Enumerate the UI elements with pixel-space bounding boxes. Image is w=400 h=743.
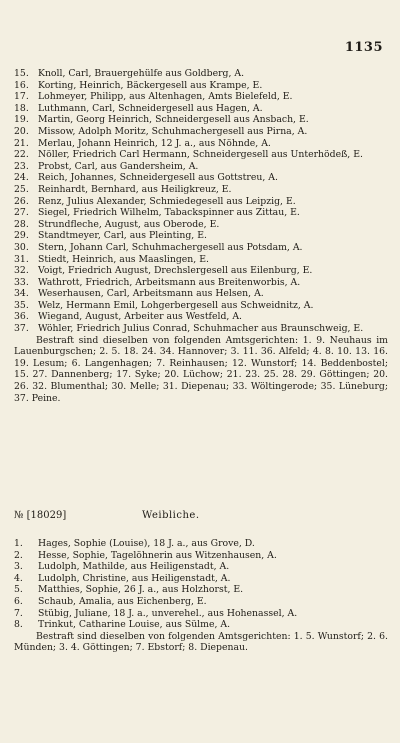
- entry-number: 37.: [14, 323, 29, 335]
- entry-text: Weserhausen, Carl, Arbeitsmann aus Helsen, A.: [38, 288, 264, 300]
- list-item: [14, 207, 388, 219]
- entry-number: 15.: [14, 68, 29, 79]
- entry-number: 34.: [14, 288, 29, 300]
- entry-number: 28.: [14, 218, 29, 230]
- list-item: [14, 196, 388, 208]
- entry-number: 19.: [14, 114, 29, 126]
- list-item: [14, 219, 388, 231]
- entry-text: Wiegand, August, Arbeiter aus Westfeld, A.: [38, 311, 243, 323]
- entry-text: Ludolph, Mathilde, aus Heiligenstadt, A.: [38, 561, 230, 573]
- entry-number: 35.: [14, 299, 29, 311]
- list-item: [14, 300, 388, 312]
- list-item: [14, 550, 388, 562]
- list-item: [14, 103, 388, 115]
- entry-text: Standtmeyer, Carl, aus Pleinting, E.: [38, 230, 207, 242]
- entry-number: 18.: [14, 102, 29, 114]
- section-code: № [18029]: [14, 510, 67, 521]
- entry-number: 1.: [14, 538, 23, 549]
- entry-text: Schaub, Amalia, aus Eichenberg, E.: [38, 595, 207, 607]
- entry-number: 26.: [14, 195, 29, 207]
- entry-text: Voigt, Friedrich August, Drechslergesell aus Eilenburg, E.: [38, 265, 313, 277]
- list-item: [14, 277, 388, 289]
- entry-text: Hages, Sophie (Louise), 18 J. a., aus Grove, D.: [38, 538, 255, 549]
- list-item: [14, 114, 388, 126]
- women-list: [14, 538, 388, 654]
- list-item: [14, 538, 388, 550]
- list-item: [14, 265, 388, 277]
- entry-text: Trinkut, Catharine Louise, aus Sülme, A.: [38, 619, 231, 631]
- women-courts-note: Bestraft sind dieselben von folgenden Amtsgerichten: 1. 5. Wunstorf; 2. 6. Münden; 3. 4. Göttingen; 7. Ebstorf; 8. Diepenau.: [14, 630, 388, 654]
- entry-number: 27.: [14, 207, 29, 219]
- entry-number: 8.: [14, 619, 23, 631]
- list-item: [14, 91, 388, 103]
- women-section-header: [14, 510, 388, 526]
- entry-text: Wathrott, Friedrich, Arbeitsmann aus Breitenworbis, A.: [38, 276, 301, 288]
- entry-number: 21.: [14, 137, 29, 149]
- entry-number: 24.: [14, 172, 29, 184]
- list-item: [14, 254, 388, 266]
- list-item: [14, 230, 388, 242]
- entry-number: 32.: [14, 265, 29, 277]
- list-item: [14, 584, 388, 596]
- entry-text: Korting, Heinrich, Bäckergesell aus Krampe, E.: [38, 79, 263, 91]
- entry-number: 23.: [14, 160, 29, 172]
- entry-text: Ludolph, Christine, aus Heiligenstadt, A.: [38, 572, 231, 584]
- entry-number: 25.: [14, 183, 29, 195]
- list-item: [14, 288, 388, 300]
- men-courts-note: Bestraft sind dieselben von folgenden Amtsgerichten: 1. 9. Neuhaus im Lauenburgschen; 2. 5. 18. 24. 34. Hannover; 3. 11. 36. Alfeld; 4. 8. 10. 13. 16. 19. Lesum; 6. Langenhagen; 7. Reinhausen; 12. Wunstorf; 14. Beddenbostel; 15. 27. Dannenberg; 17. Syke; 20. Lüchow; 21. 23. 25. 28. 29. Göttingen; 20. 26. 32. Blumenthal; 30. Melle; 31. Diepenau; 33. Wöltingerode; 35. Lüneburg; 37. Peine.: [14, 334, 388, 404]
- list-item: [14, 561, 388, 573]
- entry-text: Renz, Julius Alexander, Schmiedegesell aus Leipzig, E.: [38, 195, 296, 207]
- list-item: [14, 80, 388, 92]
- entry-number: 22.: [14, 149, 29, 161]
- entry-number: 30.: [14, 241, 29, 253]
- entry-text: Wöhler, Friedrich Julius Conrad, Schuhmacher aus Braunschweig, E.: [38, 323, 364, 335]
- list-item: [14, 573, 388, 585]
- entry-number: 6.: [14, 595, 23, 607]
- entry-text: Merlau, Johann Heinrich, 12 J. a., aus Nöhnde, A.: [38, 137, 271, 149]
- entry-text: Matthies, Sophie, 26 J. a., aus Holzhorst, E.: [38, 584, 244, 596]
- entry-number: 31.: [14, 253, 29, 265]
- entry-number: 33.: [14, 276, 29, 288]
- entry-number: 17.: [14, 91, 29, 103]
- list-item: [14, 126, 388, 138]
- list-item: [14, 161, 388, 173]
- entry-number: 3.: [14, 561, 23, 573]
- list-item: [14, 242, 388, 254]
- list-item: [14, 184, 388, 196]
- list-item: [14, 68, 388, 80]
- entry-text: Lohmeyer, Philipp, aus Altenhagen, Amts Bielefeld, E.: [38, 91, 293, 103]
- list-item: [14, 149, 388, 161]
- section-title: Weibliche.: [142, 510, 200, 521]
- entry-text: Stiedt, Heinrich, aus Maaslingen, E.: [38, 253, 209, 265]
- entry-text: Reich, Johannes, Schneidergesell aus Gottstreu, A.: [38, 172, 278, 184]
- entry-number: 36.: [14, 311, 29, 323]
- men-list: [14, 68, 388, 404]
- page-number: 1135: [344, 40, 383, 55]
- entry-number: 2.: [14, 549, 23, 561]
- entry-text: Missow, Adolph Moritz, Schuhmachergesell aus Pirna, A.: [38, 125, 308, 137]
- list-item: [14, 172, 388, 184]
- entry-text: Stübig, Juliane, 18 J. a., unverehel., aus Hohenassel, A.: [38, 607, 298, 619]
- entry-text: Strundfleche, August, aus Oberode, E.: [38, 218, 220, 230]
- list-item: [14, 608, 388, 620]
- entry-text: Martin, Georg Heinrich, Schneidergesell aus Ansbach, E.: [38, 114, 309, 126]
- entry-text: Welz, Hermann Emil, Lohgerbergesell aus Schweidnitz, A.: [38, 299, 314, 311]
- entry-number: 5.: [14, 584, 23, 596]
- entry-text: Knoll, Carl, Brauergehülfe aus Goldberg, A.: [38, 68, 245, 79]
- entry-number: 7.: [14, 607, 23, 619]
- entry-number: 29.: [14, 230, 29, 242]
- entry-number: 20.: [14, 125, 29, 137]
- list-item: [14, 323, 388, 335]
- entry-text: Nöller, Friedrich Carl Hermann, Schneidergesell aus Unterhödeß, E.: [38, 149, 363, 161]
- list-item: [14, 138, 388, 150]
- list-item: [14, 619, 388, 631]
- entry-number: 16.: [14, 79, 29, 91]
- list-item: [14, 311, 388, 323]
- entry-number: 4.: [14, 572, 23, 584]
- list-item: [14, 596, 388, 608]
- entry-text: Hesse, Sophie, Tagelöhnerin aus Witzenhausen, A.: [38, 549, 277, 561]
- entry-text: Reinhardt, Bernhard, aus Heiligkreuz, E.: [38, 183, 232, 195]
- entry-text: Probst, Carl, aus Gandersheim, A.: [38, 160, 199, 172]
- entry-text: Luthmann, Carl, Schneidergesell aus Hagen, A.: [38, 102, 263, 114]
- entry-text: Siegel, Friedrich Wilhelm, Tabackspinner aus Zittau, E.: [38, 207, 300, 219]
- entry-text: Stern, Johann Carl, Schuhmachergesell aus Potsdam, A.: [38, 241, 303, 253]
